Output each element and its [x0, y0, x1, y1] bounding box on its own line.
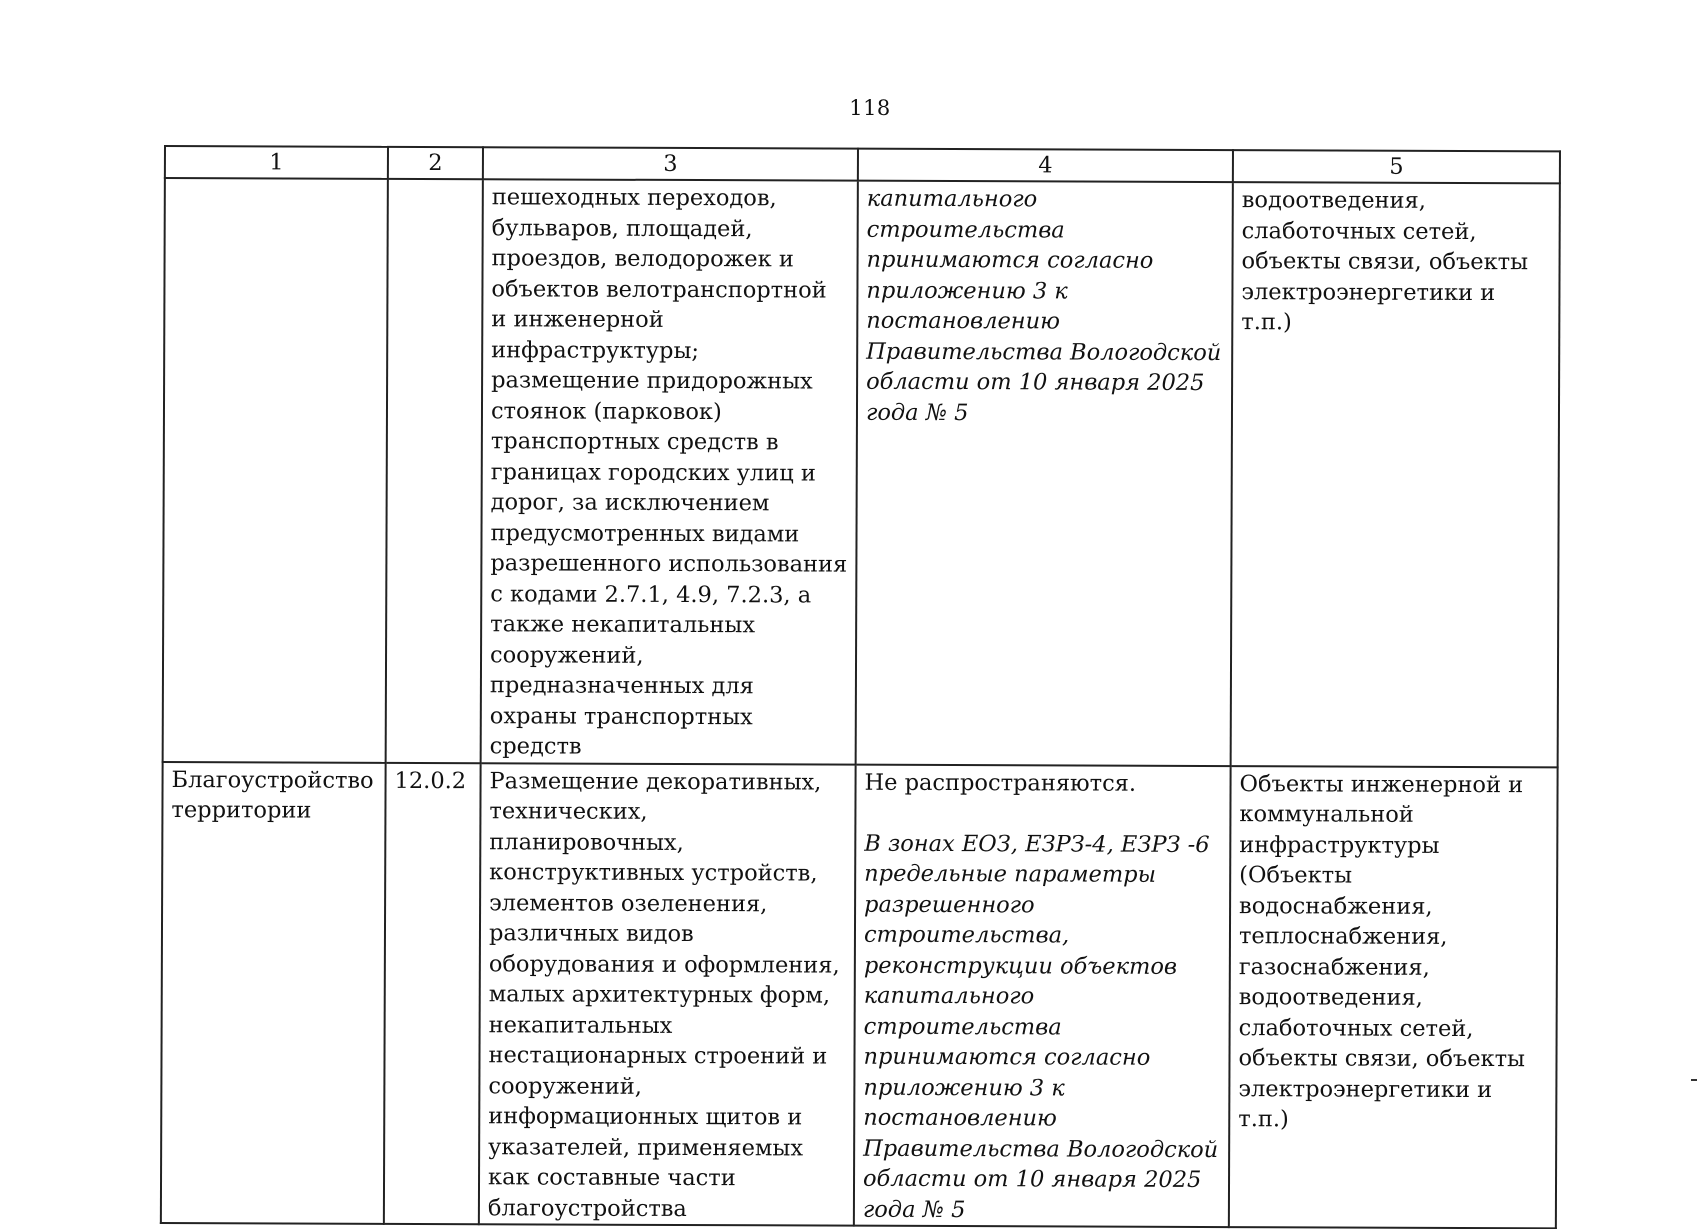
column-header-4: 4	[858, 149, 1233, 182]
column-header-1: 1	[165, 146, 388, 179]
column-header-5: 5	[1233, 150, 1560, 183]
table-row	[161, 761, 1558, 1228]
row2-parameters-zones: В зонах ЕОЗ, ЕЗРЗ-4, ЕЗРЗ -6 предельные параметры разрешенного строительства, реконструкции объектов капитального строительства принимаются согласно приложению 3 к постановлению Правительства Вологодской области от 10 января 2025 года № 5	[862, 830, 1219, 1223]
table-row	[163, 178, 1560, 767]
page-number: 118	[849, 96, 891, 120]
table-header-row	[165, 146, 1560, 183]
regulations-table	[160, 145, 1561, 1229]
row2-parameters	[854, 764, 1231, 1227]
column-header-2: 2	[388, 147, 483, 179]
row2-code: 12.0.2	[384, 762, 481, 1224]
row2-description: Размещение декоративных, технических, планировочных, конструктивных устройств, элементов озеленения, различных видов оборудования и оформления, малых архитектурных форм, некапитальных нестационарных строений и сооружений, информационных щитов и указателей, применяемых как составные части благоустройства	[479, 763, 856, 1226]
row1-parameters: капитального строительства принимаются согласно приложению 3 к постановлению Правительства Вологодской области от 10 января 2025 года № 5	[856, 181, 1233, 766]
column-header-3: 3	[483, 147, 858, 180]
row1-code	[386, 179, 483, 763]
scan-mark	[1691, 1079, 1697, 1081]
row1-auxiliary-uses: водоотведения, слаботочных сетей, объекты связи, объекты электроэнергетики и т.п.)	[1231, 182, 1560, 767]
row2-parameters-note: Не распространяются.	[864, 769, 1137, 797]
row1-land-use-name	[163, 178, 388, 762]
row1-description: пешеходных переходов, бульваров, площадей, проездов, велодорожек и объектов велотранспортной и инженерной инфраструктуры; размещение придорожных стоянок (парковок) транспортных средств в границах городских улиц и дорог, за исключением предусмотренных видами разрешенного использования с кодами 2.7.1, 4.9, 7.2.3, а также некапитальных сооружений, предназначенных для охраны транспортных средств	[481, 179, 858, 764]
row2-auxiliary-uses: Объекты инженерной и коммунальной инфраструктуры (Объекты водоснабжения, теплоснабжения, газоснабжения, водоотведения, слаботочных сетей, объекты связи, объекты электроэнергетики и т.п.)	[1229, 766, 1558, 1229]
row2-land-use-name: Благоустройство территории	[161, 761, 386, 1223]
